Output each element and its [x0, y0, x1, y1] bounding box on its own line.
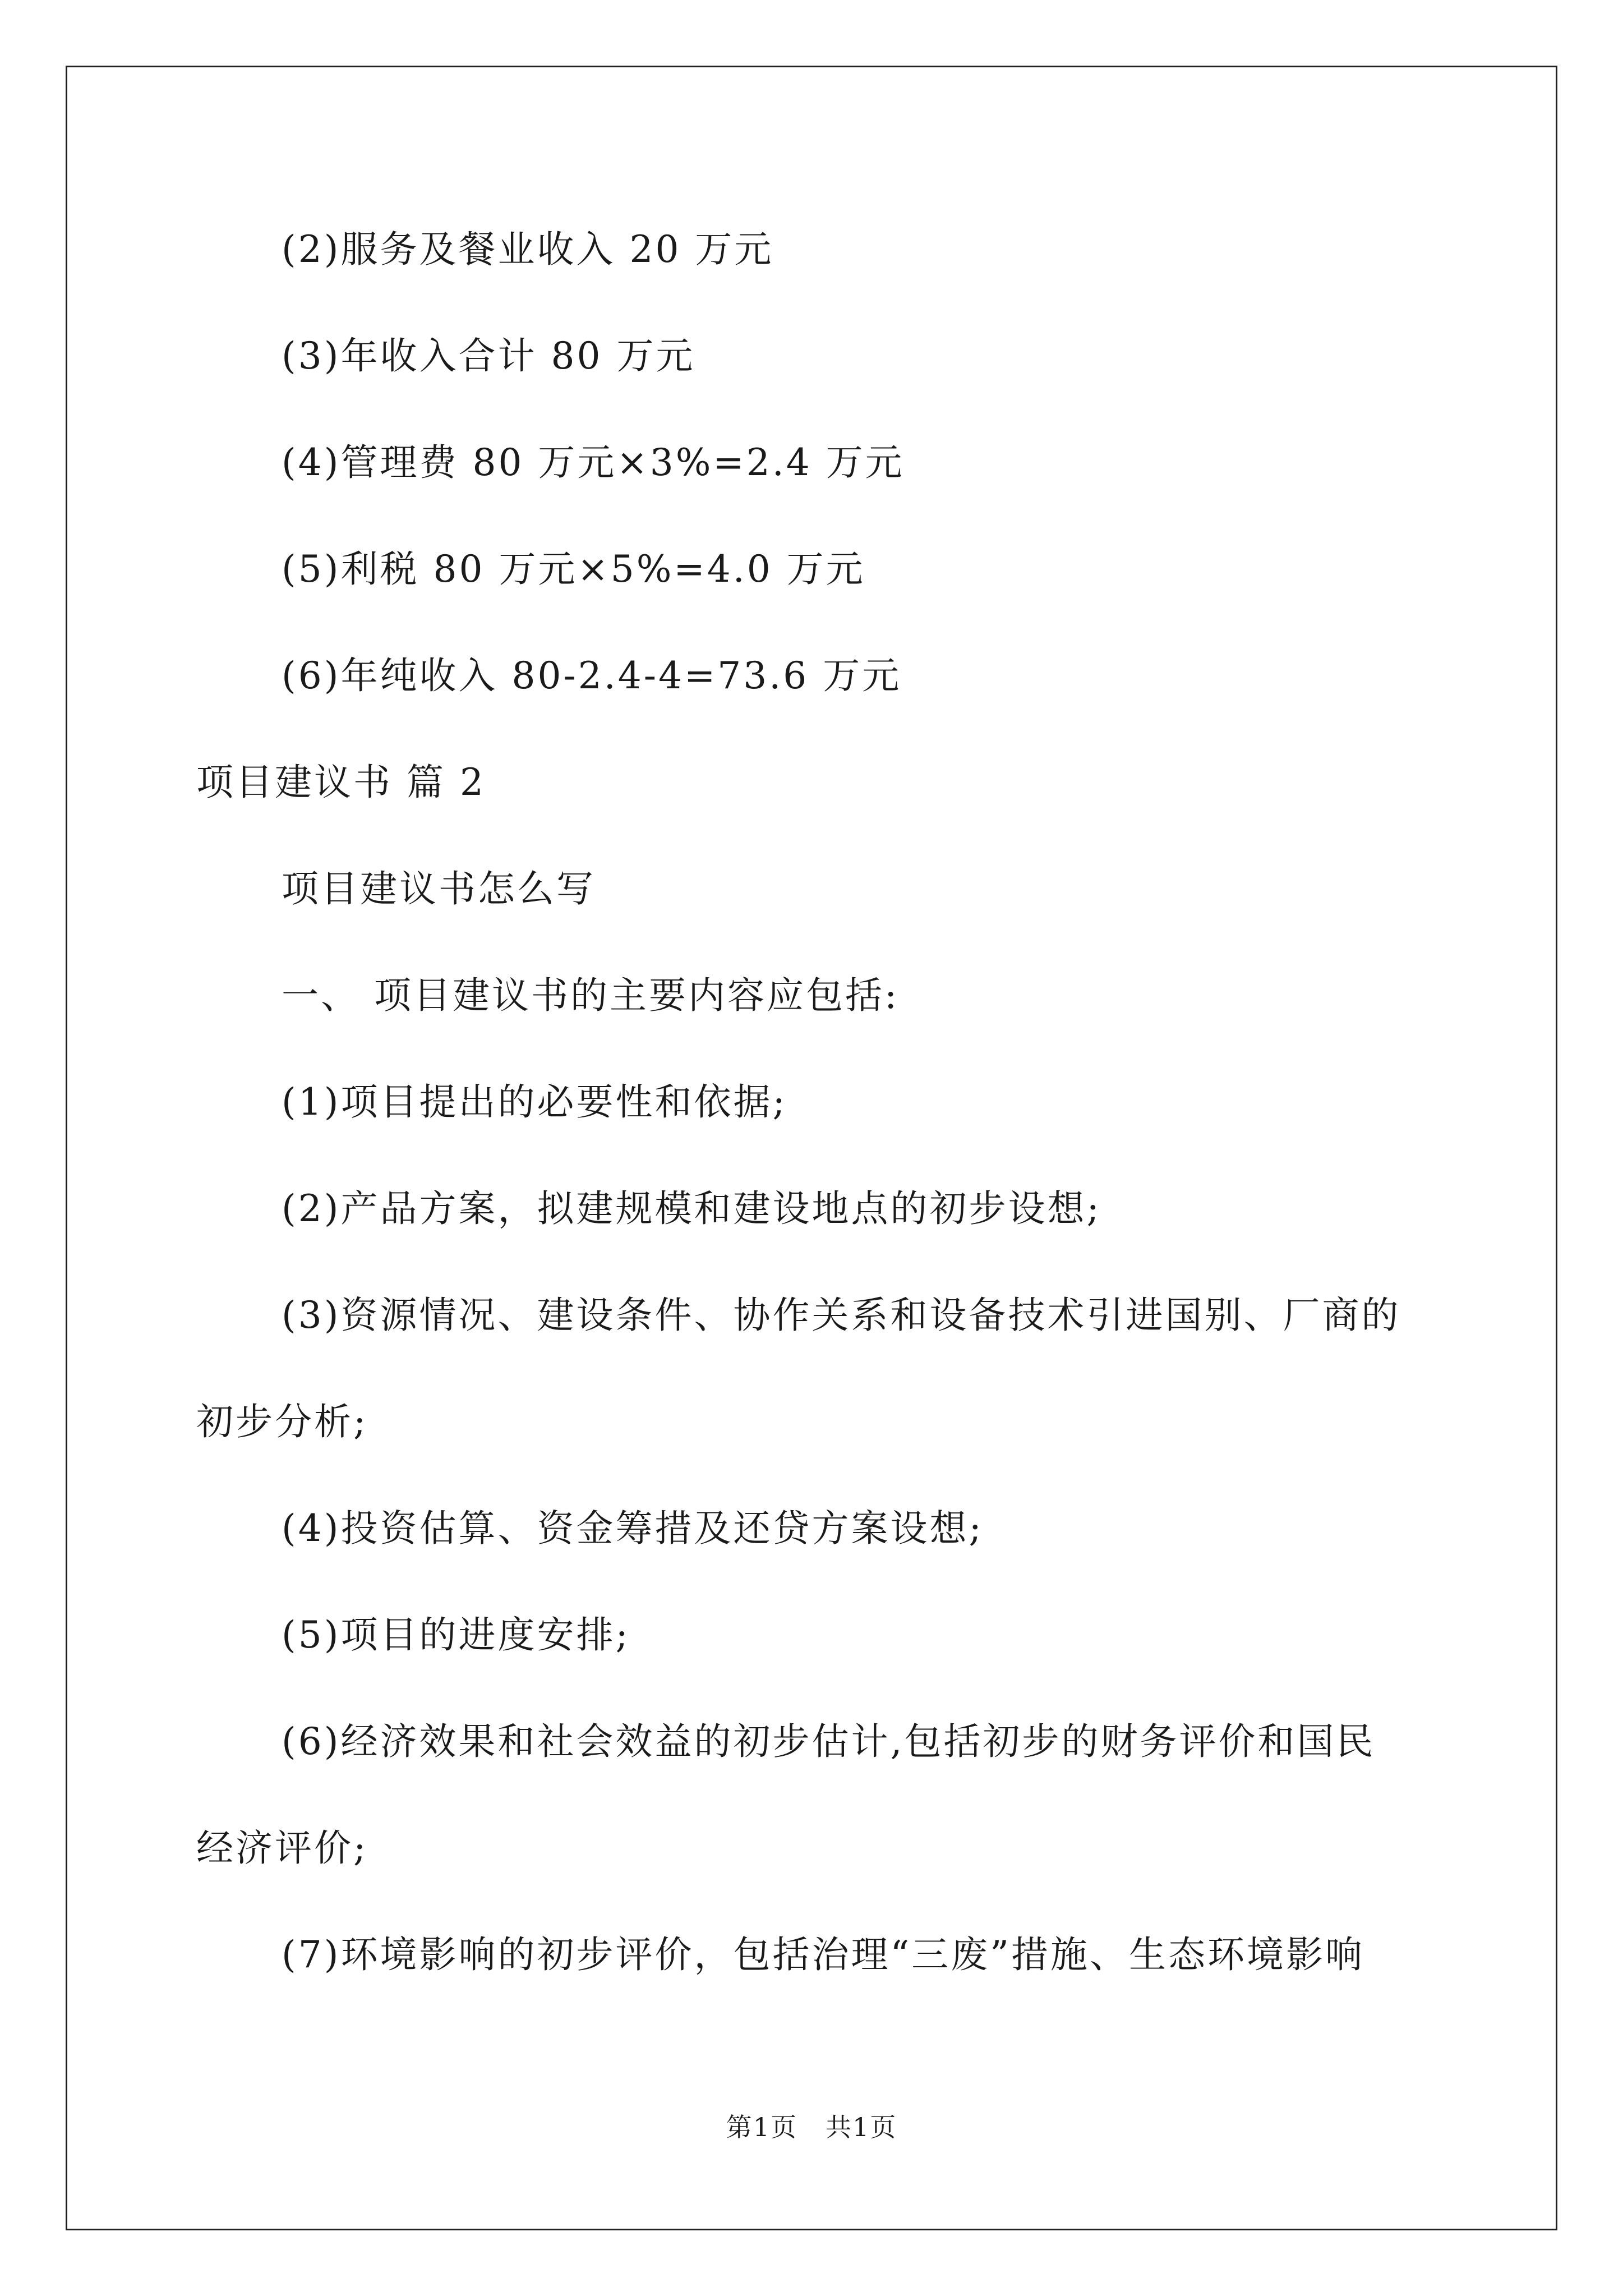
section-heading: 项目建议书 篇 2 [196, 761, 486, 804]
page-total: 共1页 [826, 2112, 897, 2142]
list-item-3: (3)资源情况、建设条件、协作关系和设备技术引进国别、厂商的 [282, 1294, 1401, 1337]
list-item-5: (5)项目的进度安排; [282, 1613, 630, 1657]
list-item-7: (7)环境影响的初步评价，包括治理“三废”措施、生态环境影响 [282, 1933, 1364, 1976]
subheading: 项目建议书怎么写 [282, 867, 596, 910]
list-item-6: (6)经济效果和社会效益的初步估计,包括初步的财务评价和国民 [282, 1720, 1376, 1763]
text-line-management-fee: (4)管理费 80 万元×3%=2.4 万元 [282, 441, 905, 484]
text-line-income-total: (3)年收入合计 80 万元 [282, 334, 695, 378]
list-item-6-continued: 经济评价; [196, 1826, 368, 1870]
text-line-tax: (5)利税 80 万元×5%=4.0 万元 [282, 547, 865, 591]
list-item-2: (2)产品方案，拟建规模和建设地点的初步设想; [282, 1187, 1101, 1230]
list-intro: 一、 项目建议书的主要内容应包括: [282, 974, 900, 1017]
page-border [66, 66, 1557, 2230]
list-item-3-continued: 初步分析; [196, 1400, 368, 1443]
text-line-income-service: (2)服务及餐业收入 20 万元 [282, 228, 774, 271]
text-line-net-income: (6)年纯收入 80-2.4-4=73.6 万元 [282, 654, 902, 697]
list-item-1: (1)项目提出的必要性和依据; [282, 1080, 787, 1124]
page-number: 第1页 [726, 2112, 797, 2142]
page-footer [0, 2110, 1623, 2144]
list-item-4: (4)投资估算、资金筹措及还贷方案设想; [282, 1507, 984, 1550]
